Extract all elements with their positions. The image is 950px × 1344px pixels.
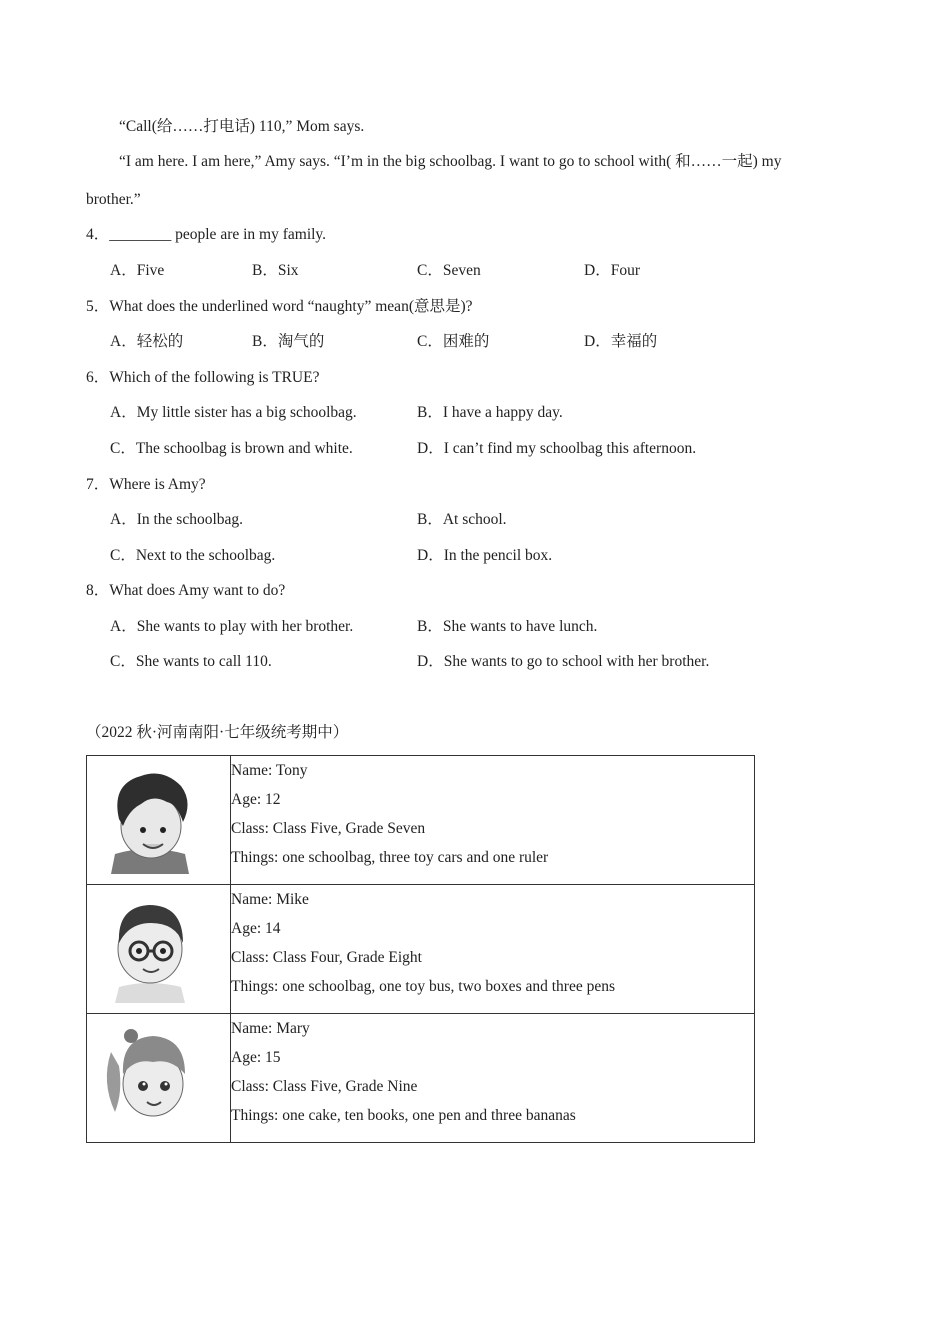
question-8-option-c: C．She wants to call 110.	[110, 653, 272, 670]
avatar-cell	[87, 885, 231, 1014]
question-7-option-d: D．In the pencil box.	[417, 547, 553, 564]
profile-age: Age: 15	[231, 1049, 281, 1066]
profile-name: Name: Mary	[231, 1020, 310, 1037]
profile-things: Things: one schoolbag, one toy bus, two boxes and three pens	[231, 978, 615, 995]
profile-name: Name: Mike	[231, 891, 309, 908]
question-4-option-b: B．Six	[252, 262, 299, 279]
question-4-stem: 4．________ people are in my family.	[86, 226, 327, 243]
question-6-option-b: B．I have a happy day.	[417, 404, 563, 421]
question-4-option-d: D．Four	[584, 262, 640, 279]
table-row	[87, 885, 755, 1014]
avatar-cell	[87, 1014, 231, 1143]
question-5-option-c: C．困难的	[417, 333, 490, 350]
profile-class: Class: Class Five, Grade Seven	[231, 820, 426, 837]
profile-info-mike	[231, 885, 755, 1014]
passage-paragraph-1: “Call(给……打电话) 110,” Mom says.	[119, 118, 365, 135]
question-6-stem: 6．Which of the following is TRUE?	[86, 369, 320, 386]
question-5-option-a: A．轻松的	[110, 333, 184, 350]
profile-name: Name: Tony	[231, 762, 308, 779]
question-5-stem: 5．What does the underlined word “naughty” mean(意思是)?	[86, 298, 473, 315]
table-row	[87, 1014, 755, 1143]
question-7-stem: 7．Where is Amy?	[86, 476, 206, 493]
passage-paragraph-2-line-1: “I am here. I am here,” Amy says. “I’m in the big schoolbag. I want to go to school with( 和……一起) my	[119, 153, 782, 170]
profile-info-tony	[231, 756, 755, 885]
question-7-option-c: C．Next to the schoolbag.	[110, 547, 276, 564]
avatar-cell	[87, 756, 231, 885]
question-8-stem: 8．What does Amy want to do?	[86, 582, 286, 599]
question-8-option-a: A．She wants to play with her brother.	[110, 618, 354, 635]
question-6-option-d: D．I can’t find my schoolbag this afternoon.	[417, 440, 697, 457]
question-6-option-c: C．The schoolbag is brown and white.	[110, 440, 353, 457]
table-row	[87, 756, 755, 885]
question-7-option-a: A．In the schoolbag.	[110, 511, 244, 528]
question-5-option-b: B．淘气的	[252, 333, 325, 350]
boy-curly-hair-avatar	[101, 764, 197, 874]
question-7-option-b: B．At school.	[417, 511, 507, 528]
profile-class: Class: Class Four, Grade Eight	[231, 949, 422, 966]
profile-class: Class: Class Five, Grade Nine	[231, 1078, 418, 1095]
passage-paragraph-2-line-2: brother.”	[86, 191, 141, 208]
question-4-option-a: A．Five	[110, 262, 165, 279]
profile-info-mary	[231, 1014, 755, 1143]
profiles-table	[86, 755, 755, 1143]
question-8-option-d: D．She wants to go to school with her brother.	[417, 653, 710, 670]
profile-things: Things: one cake, ten books, one pen and three bananas	[231, 1107, 576, 1124]
question-5-option-d: D．幸福的	[584, 333, 658, 350]
question-4-option-c: C．Seven	[417, 262, 481, 279]
question-8-option-b: B．She wants to have lunch.	[417, 618, 598, 635]
profile-age: Age: 12	[231, 791, 281, 808]
profile-things: Things: one schoolbag, three toy cars and one ruler	[231, 849, 549, 866]
boy-glasses-avatar	[101, 893, 197, 1003]
question-6-option-a: A．My little sister has a big schoolbag.	[110, 404, 357, 421]
girl-ponytail-avatar	[101, 1022, 197, 1132]
profile-age: Age: 14	[231, 920, 281, 937]
source-note: （2022 秋·河南南阳·七年级统考期中）	[86, 724, 349, 741]
